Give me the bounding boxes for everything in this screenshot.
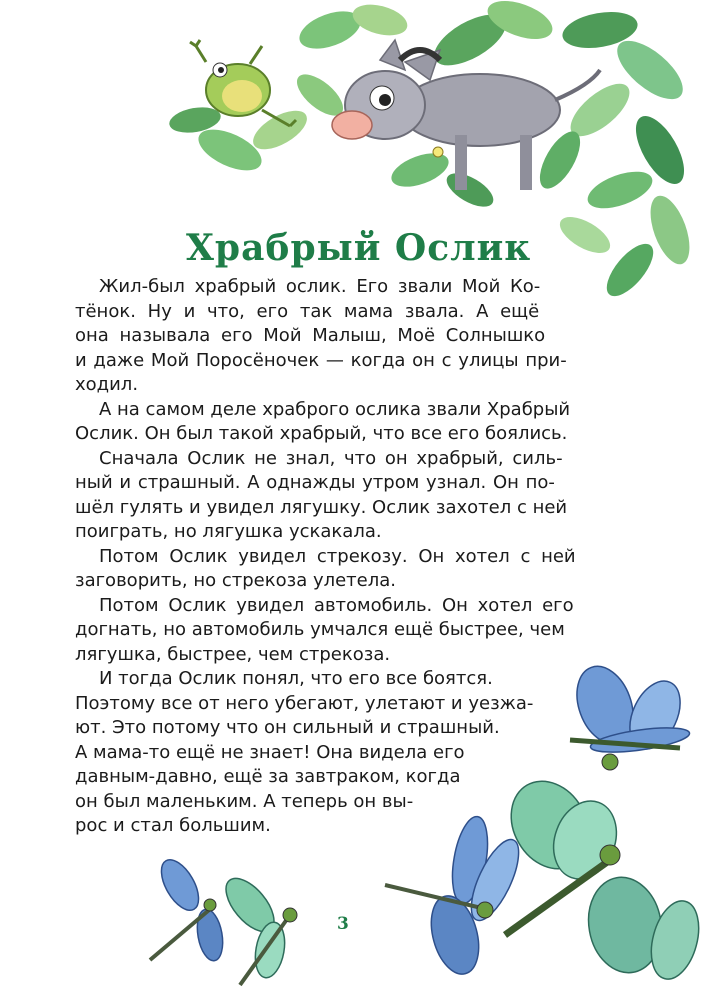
story-line: ный и страшный. А однажды утром узнал. Он по- bbox=[75, 472, 555, 493]
story-line: Сначала Ослик не знал, что он храбрый, силь- bbox=[99, 447, 563, 469]
story-line: ходил. bbox=[75, 374, 139, 395]
story-line: Жил-был храбрый ослик. Его звали Мой Ко- bbox=[99, 276, 541, 297]
story-line: Ослик. Он был такой храбрый, что все его боялись. bbox=[75, 423, 568, 444]
dragonfly-bottom-center bbox=[385, 814, 528, 979]
story-line: и даже Мой Поросёночек — когда он с улицы при- bbox=[75, 349, 567, 371]
story-line: она называла его Мой Малыш, Моё Солнышко bbox=[75, 325, 546, 346]
page-number: 3 bbox=[337, 914, 349, 934]
story-line: заговорить, но стрекоза улетела. bbox=[75, 570, 396, 591]
story-line: лягушка, быстрее, чем стрекоза. bbox=[75, 643, 391, 665]
top-illustration bbox=[0, 0, 701, 320]
dragonfly-right-upper bbox=[567, 659, 691, 770]
dragonfly-bottom-left-2 bbox=[217, 870, 297, 985]
story-line: И тогда Ослик понял, что его все боятся. bbox=[99, 668, 493, 689]
story-line: давным-давно, ещё за завтраком, когда bbox=[75, 766, 461, 787]
story-line: Потом Ослик увидел автомобиль. Он хотел его bbox=[99, 594, 574, 616]
story-line: тёнок. Ну и что, его так мама звала. А ещё bbox=[75, 300, 540, 322]
story-line: А на самом деле храброго ослика звали Храбрый bbox=[99, 398, 571, 420]
story-line: Поэтому все от него убегают, улетают и уезжа- bbox=[75, 692, 534, 714]
dragonfly-bottom-left-1 bbox=[150, 854, 226, 963]
story-line: он был маленьким. А теперь он вы- bbox=[75, 790, 414, 812]
story-line: ют. Это потому что он сильный и страшный. bbox=[75, 717, 500, 738]
story-text bbox=[75, 275, 576, 839]
story-line: шёл гулять и увидел лягушку. Ослик захотел с ней bbox=[75, 496, 568, 518]
story-line: рос и стал большим. bbox=[75, 815, 271, 836]
story-line: А мама-то ещё не знает! Она видела его bbox=[75, 741, 465, 763]
story-line: догнать, но автомобиль умчался ещё быстрее, чем bbox=[75, 619, 565, 640]
story-line: Потом Ослик увидел стрекозу. Он хотел с ней bbox=[99, 545, 576, 567]
story-title: Храбрый Ослик bbox=[186, 227, 532, 270]
story-line: поиграть, но лягушка ускакала. bbox=[75, 521, 382, 542]
